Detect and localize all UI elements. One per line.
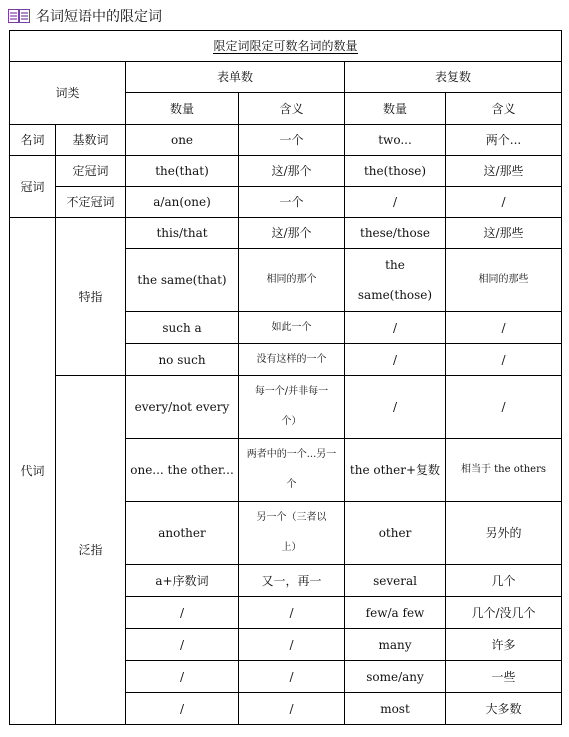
plural-quantity-cell: most: [345, 693, 446, 725]
singular-meaning-cell: 如此一个: [239, 312, 345, 344]
table-caption: [10, 31, 562, 62]
cell-line: 每一个/并非每一: [254, 386, 329, 397]
header-plural-meaning: 含义: [446, 93, 562, 125]
singular-quantity-cell: a+序数词: [126, 565, 239, 597]
plural-quantity-cell: the(those): [345, 156, 446, 187]
singular-quantity-cell: /: [126, 661, 239, 693]
singular-quantity-cell: a/an(one): [126, 187, 239, 218]
plural-meaning-cell: 相当于 the others: [446, 439, 562, 502]
plural-quantity-cell: several: [345, 565, 446, 597]
plural-quantity-cell: /: [345, 312, 446, 344]
plural-quantity-cell: /: [345, 376, 446, 439]
plural-meaning-cell: 另外的: [446, 502, 562, 565]
cell-line: 两者中的一个...另一: [246, 449, 337, 460]
determiner-table: [9, 30, 562, 725]
plural-meaning-cell: /: [446, 187, 562, 218]
singular-quantity-cell: one... the other...: [126, 439, 239, 502]
caption-underlined: 数量: [333, 39, 358, 53]
cell-line: the: [385, 258, 405, 272]
singular-meaning-cell: /: [239, 693, 345, 725]
plural-meaning-cell: 两个...: [446, 125, 562, 156]
header-plural: 表复数: [345, 62, 562, 93]
plural-meaning-cell: 几个/没几个: [446, 597, 562, 629]
cell-line: same(those): [357, 288, 433, 302]
singular-meaning-cell: 相同的那个: [239, 249, 345, 312]
singular-meaning-cell: 没有这样的一个: [239, 344, 345, 376]
plural-quantity-cell: many: [345, 629, 446, 661]
table-row: [10, 218, 562, 249]
table-row: [10, 187, 562, 218]
plural-meaning-cell: /: [446, 344, 562, 376]
plural-meaning-cell: 许多: [446, 629, 562, 661]
plural-meaning-cell: 这/那些: [446, 156, 562, 187]
singular-quantity-cell: one: [126, 125, 239, 156]
section-heading: [8, 6, 162, 26]
plural-quantity-cell: other: [345, 502, 446, 565]
cell-line: 上）: [281, 542, 302, 553]
table-row: [10, 376, 562, 439]
singular-quantity-cell: no such: [126, 344, 239, 376]
table-row: [10, 156, 562, 187]
section-noun: 名词: [10, 125, 56, 156]
header-singular: 表单数: [126, 62, 345, 93]
singular-quantity-cell: such a: [126, 312, 239, 344]
book-icon: [8, 9, 30, 23]
singular-meaning-cell: /: [239, 597, 345, 629]
plural-meaning-cell: 大多数: [446, 693, 562, 725]
header-wordclass: 词类: [10, 62, 126, 125]
singular-quantity-cell: the(that): [126, 156, 239, 187]
plural-quantity-cell: /: [345, 344, 446, 376]
section-general: 泛指: [56, 376, 126, 725]
singular-meaning-cell: 这/那个: [239, 156, 345, 187]
cell-line: 个: [286, 479, 297, 490]
singular-meaning-cell: [239, 376, 345, 439]
singular-meaning-cell: /: [239, 629, 345, 661]
singular-meaning-cell: 又一，再一: [239, 565, 345, 597]
plural-quantity-cell: few/a few: [345, 597, 446, 629]
singular-quantity-cell: another: [126, 502, 239, 565]
singular-quantity-cell: /: [126, 629, 239, 661]
subcategory-cell: 不定冠词: [56, 187, 126, 218]
table-row: [10, 125, 562, 156]
plural-quantity-cell: the other+复数: [345, 439, 446, 502]
singular-meaning-cell: 一个: [239, 125, 345, 156]
subcategory-cell: 定冠词: [56, 156, 126, 187]
singular-meaning-cell: [239, 502, 345, 565]
section-article: 冠词: [10, 156, 56, 218]
plural-quantity-cell: two...: [345, 125, 446, 156]
singular-quantity-cell: this/that: [126, 218, 239, 249]
plural-meaning-cell: /: [446, 376, 562, 439]
plural-meaning-cell: 这/那些: [446, 218, 562, 249]
header-singular-quantity: 数量: [126, 93, 239, 125]
plural-meaning-cell: 几个: [446, 565, 562, 597]
subcategory-cell: 基数词: [56, 125, 126, 156]
singular-meaning-cell: /: [239, 661, 345, 693]
singular-quantity-cell: /: [126, 693, 239, 725]
plural-quantity-cell: /: [345, 187, 446, 218]
section-specific: 特指: [56, 218, 126, 376]
plural-meaning-cell: 一些: [446, 661, 562, 693]
header-plural-quantity: 数量: [345, 93, 446, 125]
caption-text: 限定词限定可数名词的: [213, 39, 334, 53]
singular-meaning-cell: [239, 439, 345, 502]
singular-quantity-cell: every/not every: [126, 376, 239, 439]
section-pronoun: 代词: [10, 218, 56, 725]
cell-line: 个）: [281, 416, 302, 427]
plural-meaning-cell: 相同的那些: [446, 249, 562, 312]
heading-text: 名词短语中的限定词: [36, 9, 162, 25]
singular-quantity-cell: the same(that): [126, 249, 239, 312]
singular-meaning-cell: 一个: [239, 187, 345, 218]
singular-quantity-cell: /: [126, 597, 239, 629]
cell-line: 另一个（三者以: [256, 512, 327, 523]
header-singular-meaning: 含义: [239, 93, 345, 125]
plural-quantity-cell: these/those: [345, 218, 446, 249]
plural-quantity-cell: some/any: [345, 661, 446, 693]
plural-meaning-cell: /: [446, 312, 562, 344]
singular-meaning-cell: 这/那个: [239, 218, 345, 249]
plural-quantity-cell: [345, 249, 446, 312]
